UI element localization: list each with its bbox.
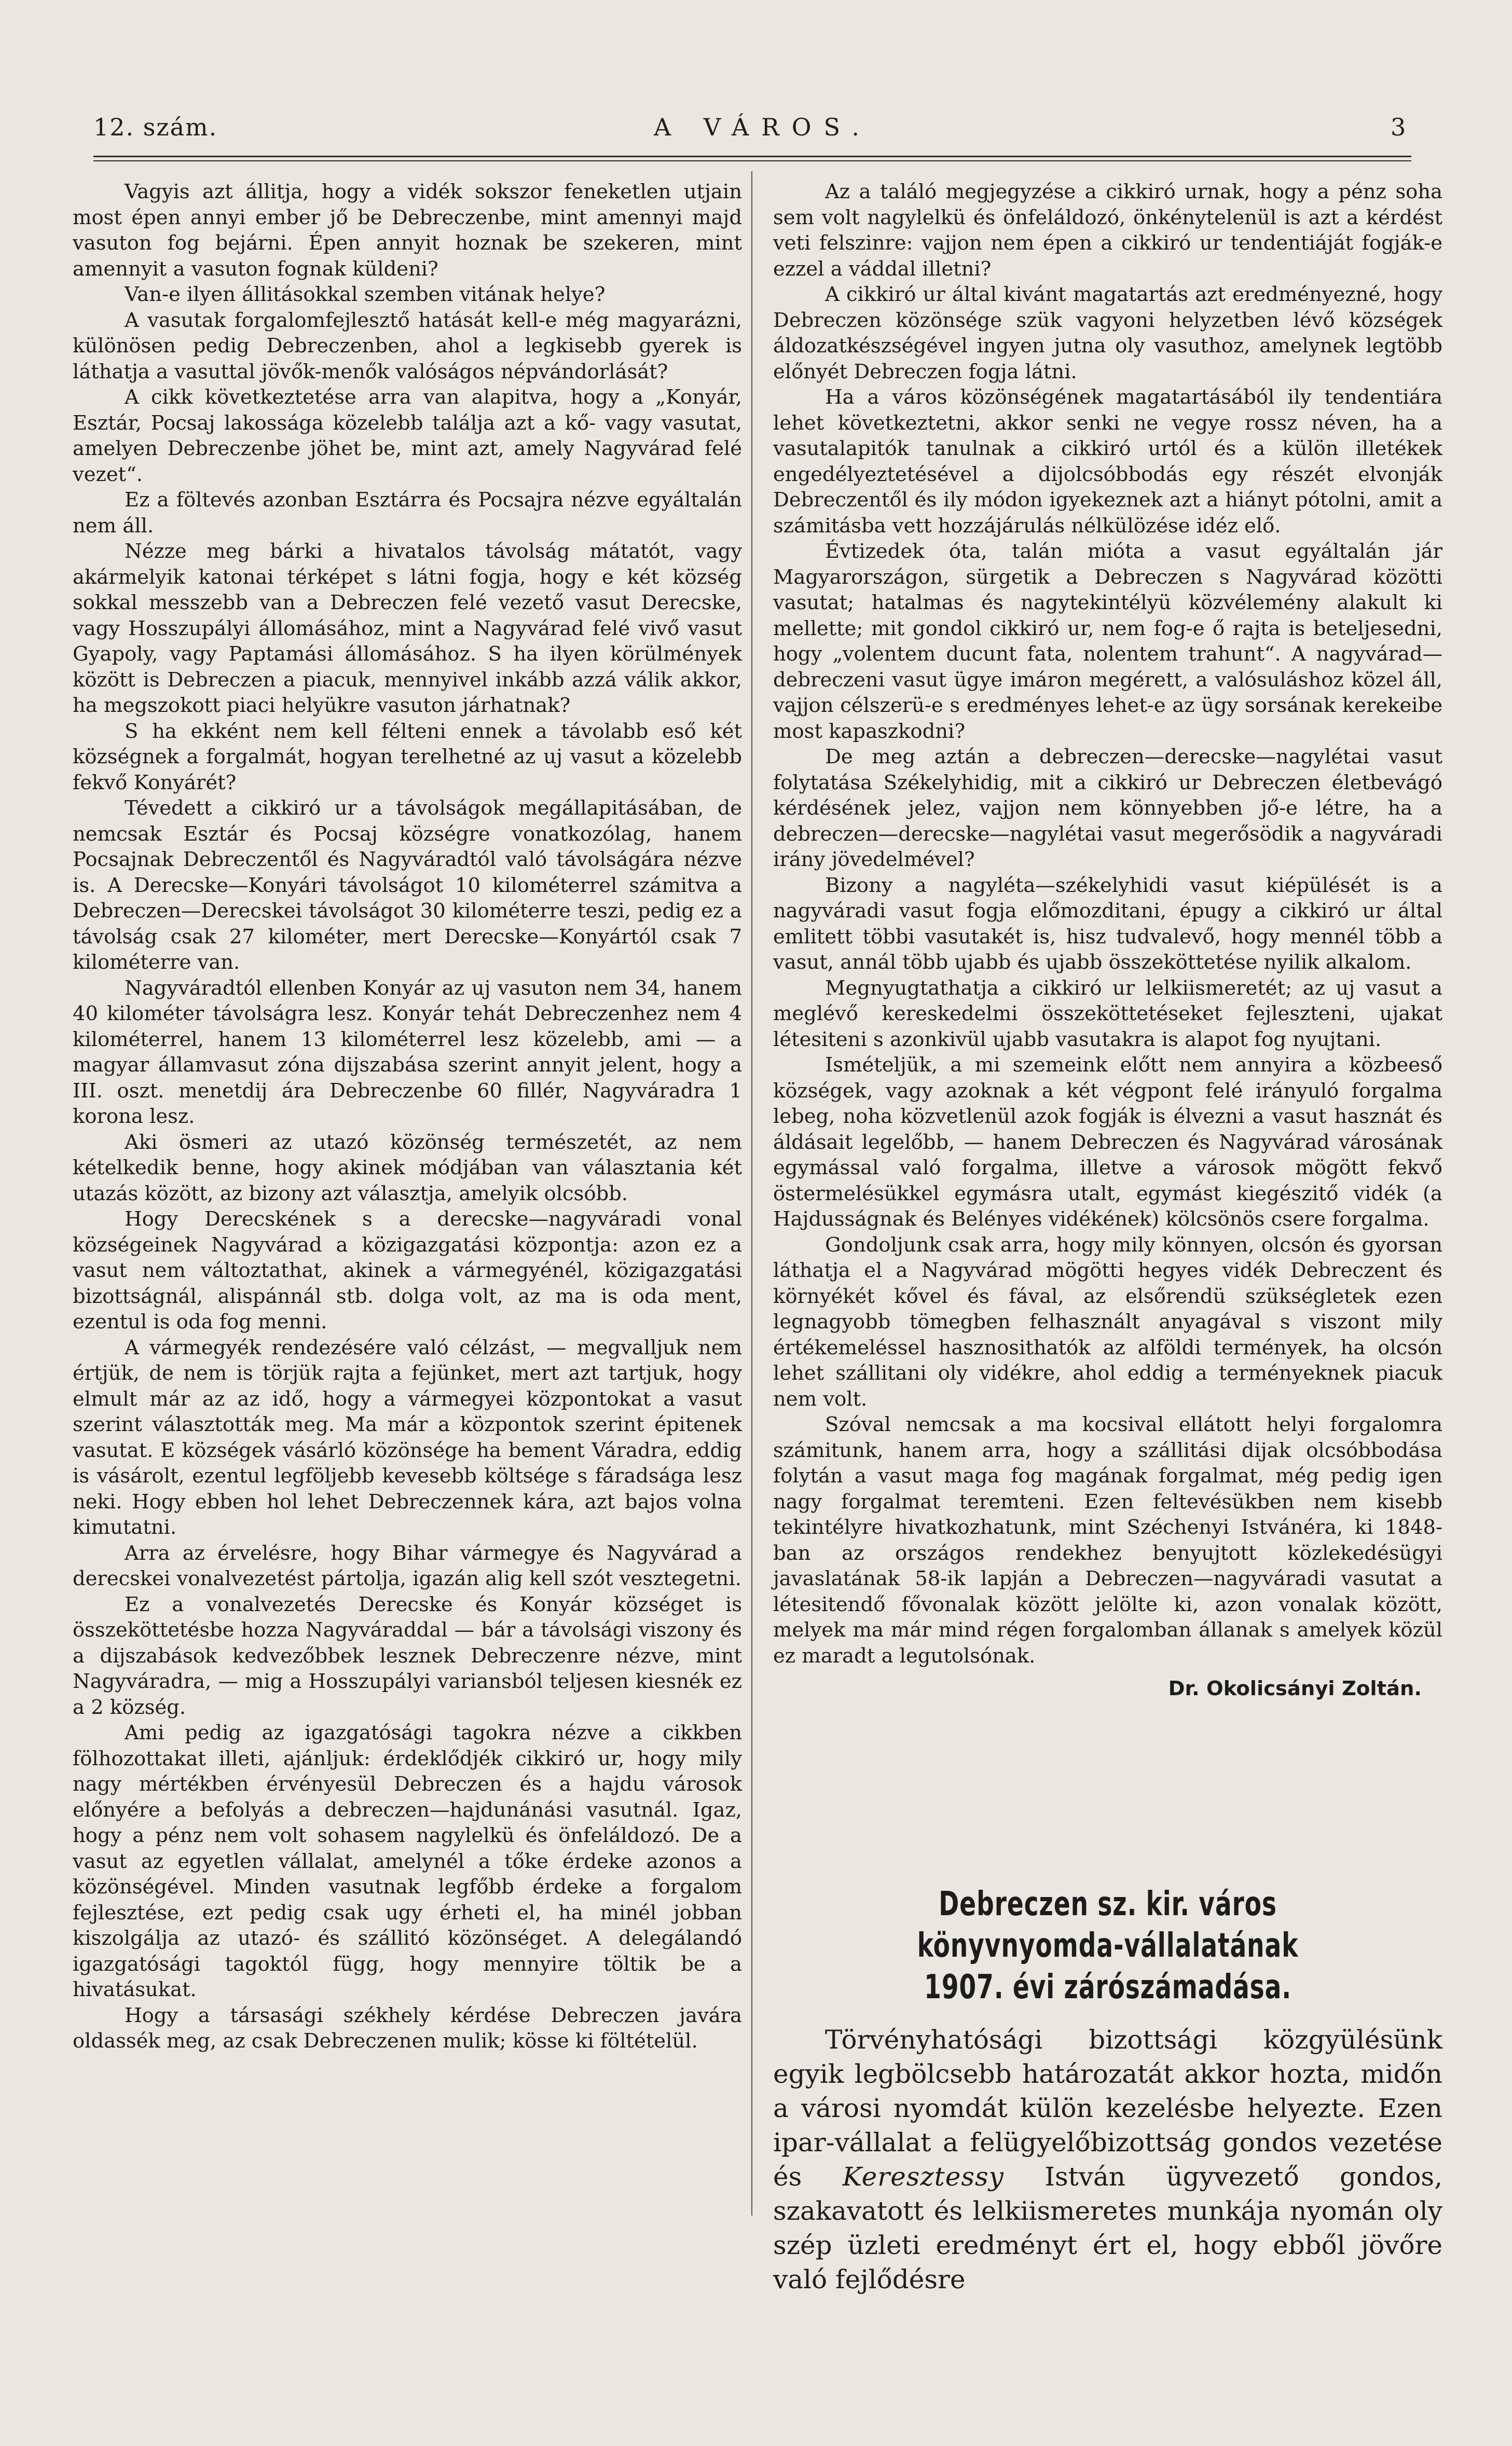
report-body (773, 2023, 1442, 2297)
paragraph: De meg aztán a debreczen—derecske—nagylétai vasut folytatása Székelyhidig, mit a cikkiró ur Debreczen életbevágó kérdésének jelez, vajjon nem könnyebben jő-e létre, ha a debreczen—derecske—nagylétai vasut megerősödik a nagyváradi irány jövedelmével? (773, 745, 1442, 871)
paragraph: Van-e ilyen állitásokkal szemben vitának helye? (125, 283, 606, 306)
page-number: 3 (1391, 113, 1407, 141)
paragraph: Nagyváradtól ellenben Konyár az uj vasuton nem 34, hanem 40 kilométer távolságra lesz. Konyár tehát Debreczenhez nem 4 kilométerrel, hanem 13 kilométerrel lesz közelebb, ami — a magyar államvasut zóna dijszabása szerint annyit jelent, hogy a III. oszt. menetdij ára Debreczenbe 60 fillér, Nagyváradra 1 korona lesz. (73, 976, 742, 1128)
report-article (773, 1884, 1442, 2323)
report-title-line-2: 1907. évi zárószámadása. (924, 1968, 1291, 2007)
paragraph: Ez a vonalvezetés Derecske és Konyár községet is összeköttetésbe hozza Nagyváraddal — bár a távolsági viszony és a dijszabások kedvezőbbek lesznek Debreczenre nézve, mint Nagyváradra, — mig a Hosszupályi variansból teljesen kiesnék ez a 2 község. (73, 1592, 742, 1719)
paragraph: A vármegyék rendezésére való célzást, — megvalljuk nem értjük, de nem is törjük rajta a fejünket, mert azt tartjuk, hogy elmult már az az idő, hogy a vármegyei központokat a vasut szerint választották meg. Ma már a központok szerint épitenek vasutat. E községek vásárló közönsége ha bement Váradra, eddig is vásárolt, ezentul legföljebb kevesebb költsége s fáradsága lesz neki. Hogy ebben hol lehet Debreczennek kára, azt bajos volna kimutatni. (73, 1336, 742, 1539)
report-title-line-1: Debreczen sz. kir. város könyvnyomda-vállalatának (917, 1885, 1299, 1965)
newspaper-title: A VÁROS. (654, 113, 872, 141)
paragraph: Tévedett a cikkiró ur a távolságok megállapitásában, de nemcsak Esztár és Pocsaj községre vonatkozólag, hanem Pocsajnak Debreczentől és Nagyváradtól való távolságára nézve is. A Derecske—Konyári távolságot 10 kilométerrel számitva a Debreczen—Derecskei távolságot 30 kilométerre teszi, pedig ez a távolság csak 27 kilométer, mert Derecske—Konyártól csak 7 kilométerre van. (73, 796, 742, 974)
author-signature: Dr. Okolicsányi Zoltán. (1168, 1677, 1422, 1700)
paragraph: Ismételjük, a mi szemeink előtt nem annyira a közbeeső községek, vagy azoknak a két végpont felé irányuló forgalma lebeg, noha közvetlenül azok fogják is élvezni a vasut hasznát és áldásait legelőbb, — hanem Debreczen és Nagyvárad városának egymással való forgalma, illetve a városok mögött fekvő östermelésükkel egymásra utalt, egymást kiegészitő vidék (a Hajdusságnak és Belényes vidékének) kölcsönös csere forgalma. (773, 1053, 1442, 1231)
paragraph: Aki ösmeri az utazó közönség természetét, az nem kételkedik benne, hogy akinek módjában van választania két utazás között, az bizony azt választja, amelyik olcsóbb. (73, 1130, 742, 1205)
paragraph: Hogy a társasági székhely kérdése Debreczen javára oldassék meg, az csak Debreczenen mulik; kösse ki föltételül. (73, 2003, 742, 2053)
paragraph: Az a találó megjegyzése a cikkiró urnak, hogy a pénz soha sem volt nagylelkü és önfeláldozó, önkénytelenül is azt a kérdést veti felszinre: vajjon nem épen a cikkiró ur tendentiáját fogják-e ezzel a váddal illetni? (773, 180, 1442, 281)
paragraph: Nézze meg bárki a hivatalos távolság mátatót, vagy akármelyik katonai térképet s látni fogja, hogy e két község sokkal messzebb van a Debreczen felé vezető vasut Derecske, vagy Hosszupályi állomásához, mint a Nagyvárad felé vivő vasut Gyapoly, vagy Paptamási állomásához. S ha ilyen körülmények között is Debreczen a piacuk, mennyivel inkább azzá válik akkor, ha megszokott piaci helyükre vasuton járhatnak? (73, 540, 742, 717)
right-column (773, 179, 1442, 1702)
report-body-text: István ügyvezető gondos, szakavatott és lelkiismeretes munkája nyomán oly szép üzleti eredményt ért el, hogy ebből jövőre való fejlődésre (773, 2162, 1442, 2294)
header-rule (93, 156, 1411, 161)
paragraph: Ez a föltevés azonban Esztárra és Pocsajra nézve egyáltalán nem áll. (73, 488, 742, 538)
paragraph: Megnyugtathatja a cikkiró ur lelkiismeretét; az uj vasut a meglévő kereskedelmi összeköttetéseket fejleszteni, ujakat létesiteni s azonkivül ujabb vasutakra is alapot fog nyujtani. (773, 976, 1442, 1051)
paragraph: A cikk következtetése arra van alapitva, hogy a „Konyár, Esztár, Pocsaj lakossága közelebb találja azt a kő- vagy vasutat, amelyen Debreczenbe jöhet be, mint azt, amely Nagyvárad felé vezet“. (73, 386, 742, 486)
paragraph: A vasutak forgalomfejlesztő hatását kell-e még magyarázni, különösen pedig Debreczenben, ahol a legkisebb gyerek is láthatja a vasuttal jövők-menők valóságos népvándorlását? (73, 308, 742, 383)
paragraph: Gondoljunk csak arra, hogy mily könnyen, olcsón és gyorsan láthatja el a Nagyvárad mögötti hegyes vidék Debreczent és környékét kővel és fával, az elsőrendü szükségletek ezen legnagyobb tömegben felhasznált anyagával s viszont mily értékemeléssel hasznosithatók az alföldi termények, ha olcsón lehet szállitani oly vidékre, ahol eddig a terményeknek piacuk nem volt. (773, 1233, 1442, 1411)
column-divider (751, 171, 752, 2216)
paragraph: Hogy Derecskének s a derecske—nagyváradi vonal községeinek Nagyvárad a közigazgatási központja: azon ez a vasut nem változtathat, akinek a vármegyénél, közigazgatási bizottságnál, alispánnál stb. dolga volt, az ma is oda ment, ezentul is oda fog menni. (73, 1207, 742, 1334)
paragraph: Szóval nemcsak a ma kocsival ellátott helyi forgalomra számitunk, hanem arra, hogy a szállitási dijak olcsóbbodása folytán a vasut maga fog magának forgalmat, még pedig igen nagy forgalmat teremteni. Ezen feltevésükben nem kisebb tekintélyre hivatkozhatunk, mint Széchenyi Istvánéra, ki 1848-ban az országos rendekhez benyujtott közlekedésügyi javaslatának 58-ik lapján a Debreczen—nagyváradi vasutat a létesitendő fővonalak között jelölte ki, azon vonalak között, melyek ma már mind régen forgalomban állanak s amelyek közül ez maradt a legutolsónak. (773, 1413, 1442, 1668)
paragraph: A cikkiró ur által kivánt magatartás azt eredményezné, hogy Debreczen közönsége szük vagyoni helyzetben lévő községek áldozatkészségével ingyen jutna oly vasuthoz, amelynek legtöbb előnyét Debreczen fogja látni. (773, 283, 1442, 383)
paragraph: Évtizedek óta, talán mióta a vasut egyáltalán jár Magyarországon, sürgetik a Debreczen s Nagyvárad közötti vasutat; hatalmas és nagytekintélyü közvélemény alakult ki mellette; mit gondol cikkiró ur, nem fog-e ő rajta is beteljesedni, hogy „volentem ducunt fata, nolentem trahunt“. A nagyvárad—debreczeni vasut ügye imáron megérett, a valósuláshoz közel áll, vajjon célszerü-e s eredményes lehet-e az ügy sorsának kerekeibe most kapaszkodni? (773, 540, 1442, 743)
person-name: Keresztessy (842, 2162, 1004, 2192)
paragraph: Ami pedig az igazgatósági tagokra nézve a cikkben fölhozottakat illeti, ajánljuk: érdeklődjék cikkiró ur, hogy mily nagy mértékben érvényesül Debreczen és a hajdu városok előnyére a befolyás a debreczen—hajdunánási vasutnál. Igaz, hogy a pénz nem volt sohasem nagylelkü és önfeláldozó. De a vasut az egyetlen vállalat, amelynél a tőke érdeke azonos a közönségével. Minden vasutnak legfőbb érdeke a forgalom fejlesztése, ezt pedig csak ugy érheti el, ha minél jobban kiszolgálja az utazó- és szállitó közönséget. A delegálandó igazgatósági tagoktól függ, hogy mennyire töltik be a hivatásukat. (73, 1721, 742, 2001)
paragraph: Bizony a nagyléta—székelyhidi vasut kiépülését is a nagyváradi vasut fogja előmozditani, épugy a cikkiró ur által emlitett többi vasutakét is, hisz tudvalevő, hogy mennél több a vasut, annál több ujabb és ujabb összeköttetése nyilik alkalom. (773, 873, 1442, 974)
report-body-text: Törvényhatósági bizottsági közgyülésünk egyik legbölcsebb határozatát akkor hozta, midőn a városi nyomdát külön kezelésbe helyezte. Ezen ipar-vállalat a felügyelőbizottság gondos vezetése és (773, 2025, 1442, 2192)
left-column (73, 179, 742, 2054)
paragraph: S ha ekként nem kell félteni ennek a távolabb eső két községnek a forgalmát, hogyan terelhetné az uj vasut a közelebb fekvő Konyárét? (73, 719, 742, 794)
issue-label: 12. szám. (93, 113, 218, 141)
paragraph: Arra az érvelésre, hogy Bihar vármegye és Nagyvárad a derecskei vonalvezetést pártolja, igazán alig kell szót vesztegetni. (73, 1541, 742, 1590)
paragraph: Vagyis azt állitja, hogy a vidék sokszor feneketlen utjain most épen annyi ember jő be Debreczenbe, mint amennyi majd vasuton fog bejárni. Épen annyit hoznak be szekeren, mint amennyit a vasuton fognak küldeni? (73, 180, 742, 281)
paragraph: Ha a város közönségének magatartásából ily tendentiára lehet következtetni, akkor senki ne vegye rossz néven, ha a vasutalapitók tanulnak a cikkiró urtól és a külön illetékek engedélyeztetésével a dijolcsóbbodás egy részét elvonják Debreczentől és ily módon igyekeznek azt a hiányt pótolni, amit a számitásba vett hozzájárulás nélkülözése idéz elő. (773, 386, 1442, 538)
